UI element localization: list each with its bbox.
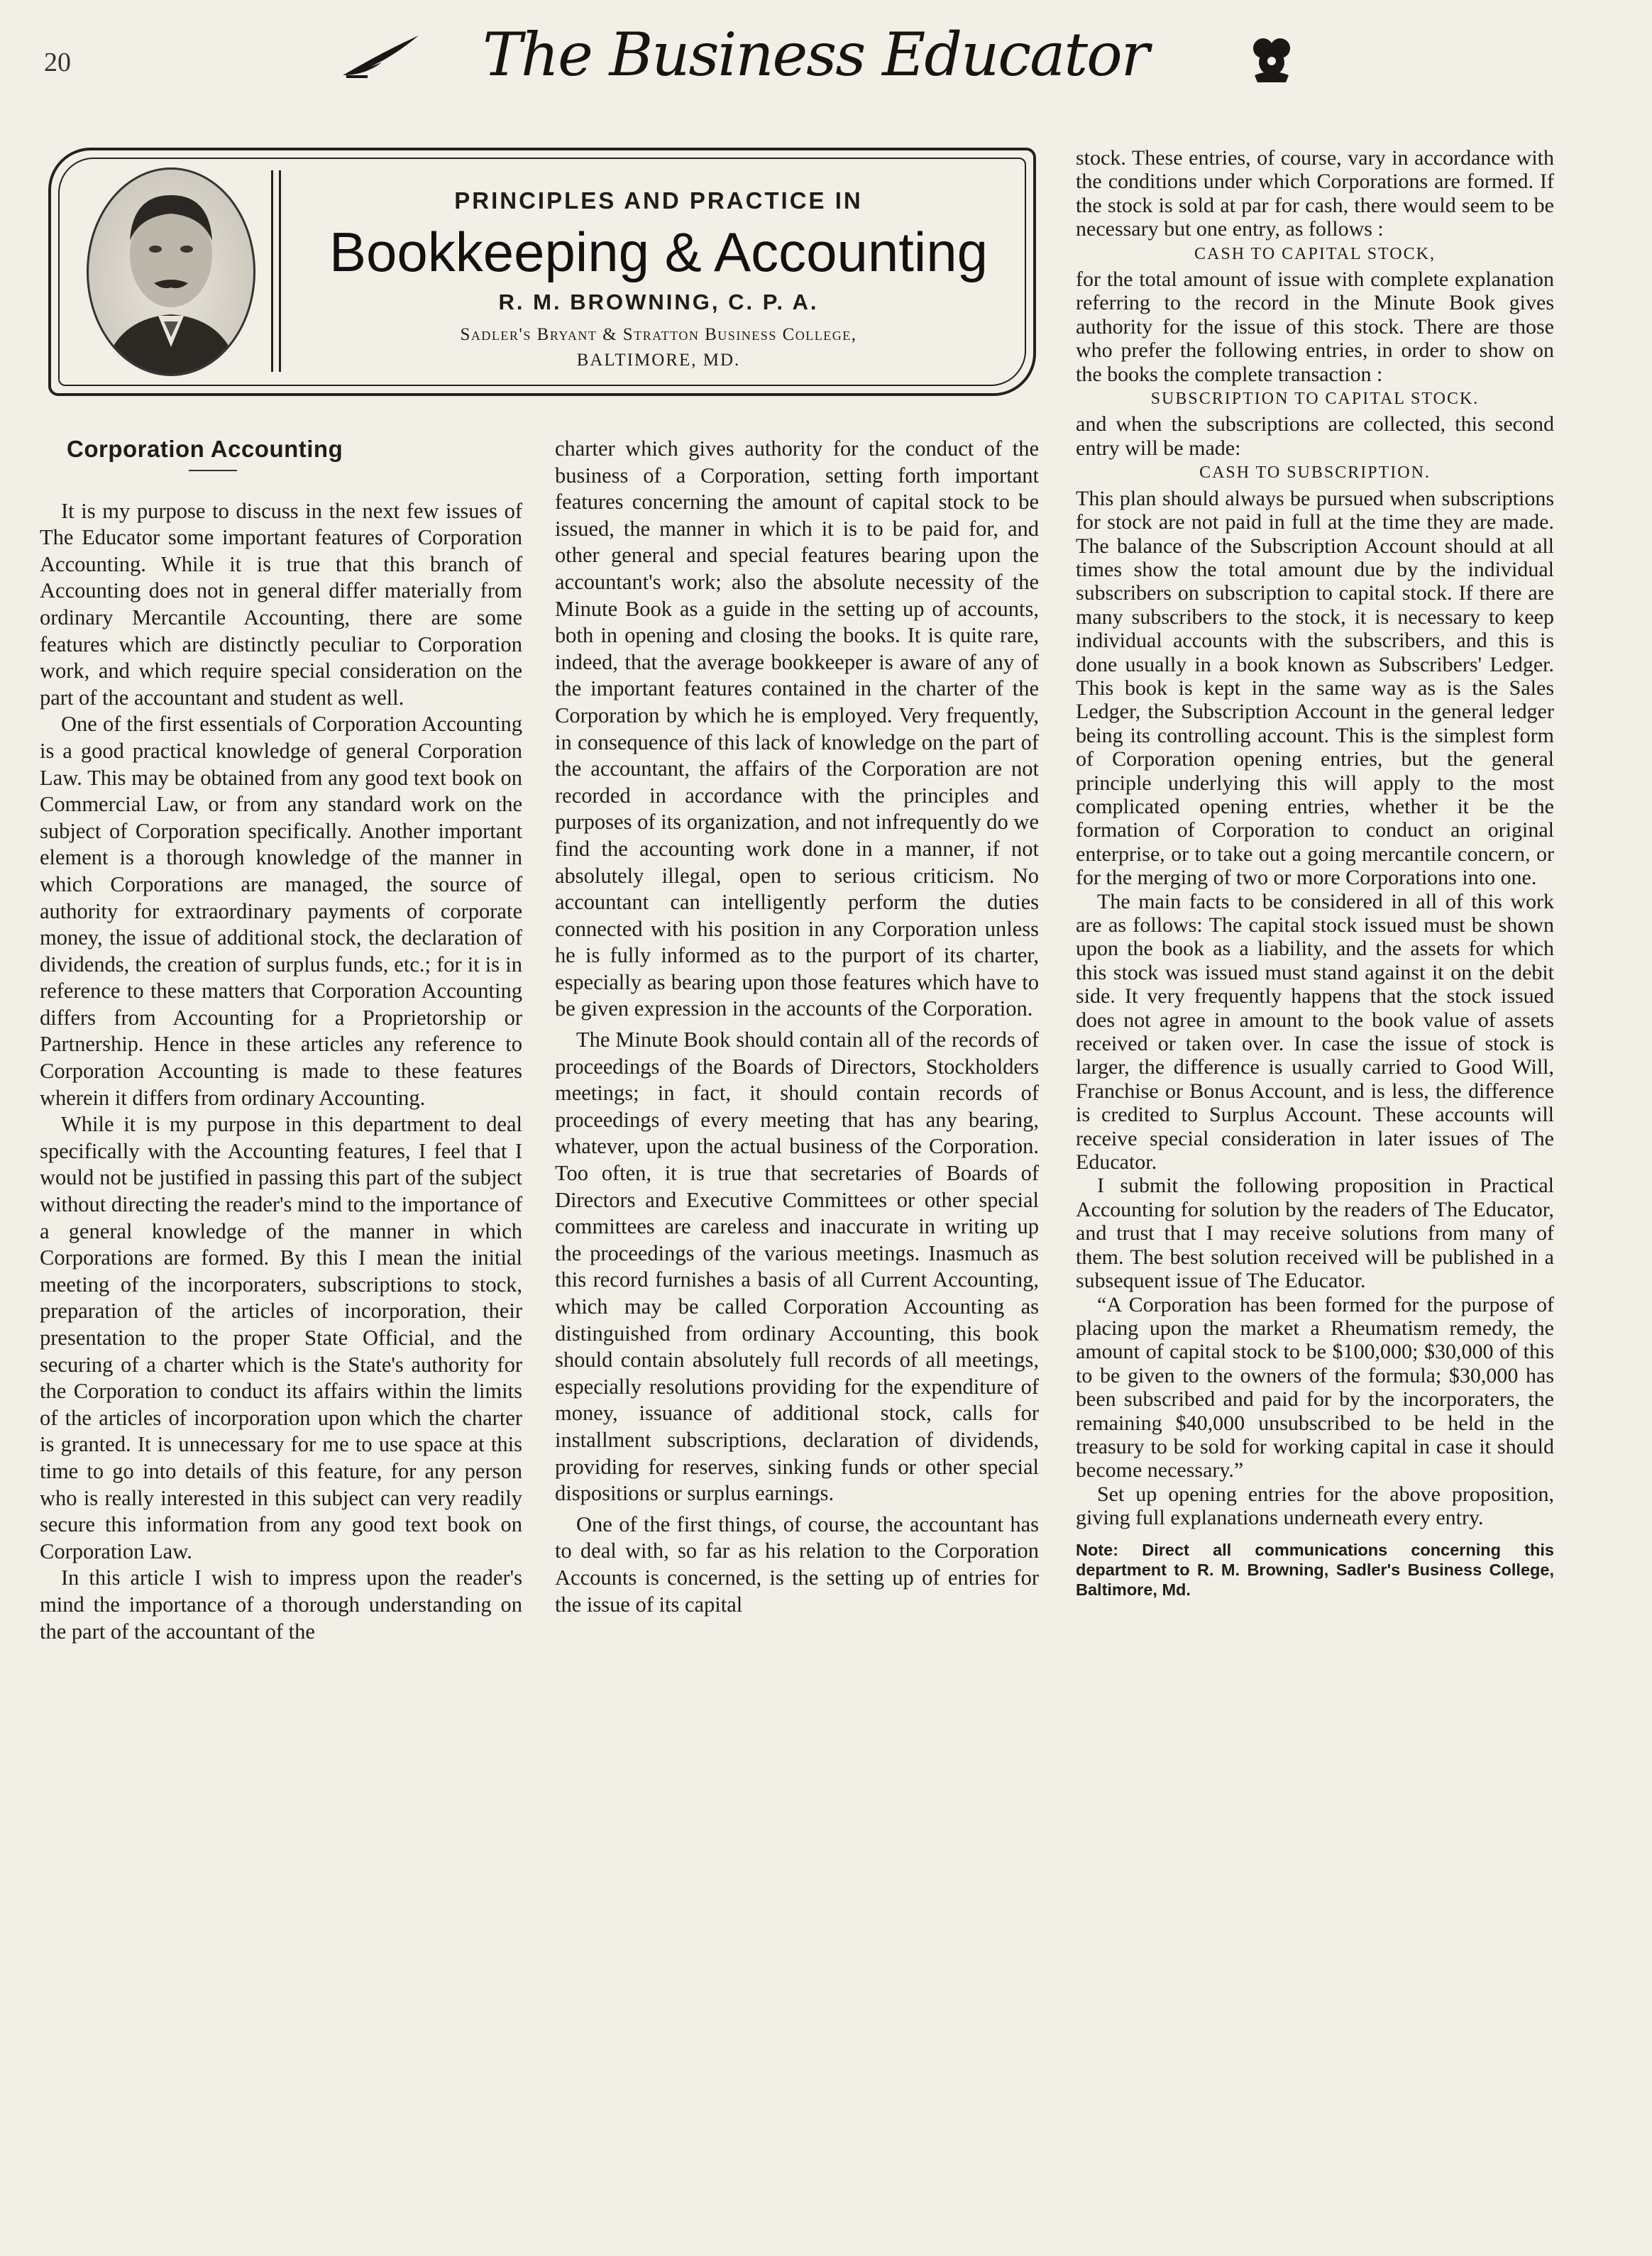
paragraph: One of the first essentials of Corporation Accounting is a good practical knowledge of general Corporation Law. This may be obtained from any good text book on Commercial Law, or from any standard work on the subject of Corporation specifically. Another important element is a thorough knowledge of the manner in which Corporations are managed, the source of authority for extraordinary payments of corporate money, the issue of additional stock, the declaration of dividends, the creation of surplus funds, etc.; for it is in reference to these matters that Corporation Accounting differs from Accounting for a Proprietorship or Partnership. Hence in these articles any reference to Corporation Accounting is made to these features wherein it differs from ordinary Accounting. <box>40 712 522 1110</box>
column-subtitle: PRINCIPLES AND PRACTICE IN <box>454 187 863 214</box>
paragraph: It is my purpose to discuss in the next few issues of The Educator some important features of Corporation Accounting. While it is true that this branch of Accounting does not in general differ materially from ordinary Mercantile Accounting, there are some features which are distinctly peculiar to Corporation work, and which require special consideration on the part of the accountant and student as well. <box>40 498 522 710</box>
page-number: 20 <box>44 48 71 77</box>
article-column-3 <box>1076 146 1554 1600</box>
paragraph: Set up opening entries for the above proposition, giving full explanations underneath every entry. <box>1076 1482 1554 1530</box>
heading-rule <box>189 470 237 471</box>
author-portrait <box>87 167 255 376</box>
paragraph: In this article I wish to impress upon the reader's mind the importance of a thorough understanding on the part of the accountant of the <box>40 1566 522 1644</box>
article-column-1 <box>40 433 522 1645</box>
paragraph: charter which gives authority for the conduct of the business of a Corporation, setting forth important features concerning the amount of capital stock to be issued, the manner in which it is to be paid for, and other general and special features bearing upon the accountant's work; also the absolute necessity of the Minute Book as a guide in the setting up of accounts, both in opening and closing the books. It is quite rare, indeed, that the average bookkeeper is aware of any of the important features contained in the charter of the Corporation by which he is employed. Very frequently, in consequence of this lack of knowledge on the part of the accountant, the affairs of the Corporation are not recorded in accordance with the principles and purposes of its organization, and not infrequently do we find the accounting work done in a manner, if not absolutely illegal, open to serious criticism. No accountant can intelligently perform the duties connected with his position in any Corporation unless he is fully informed as to the purport of its charter, especially as bearing upon those features which have to be given expression in the accounts of the Corporation. <box>555 436 1039 1021</box>
paragraph: The Minute Book should contain all of the records of proceedings of the Boards of Directors, Stockholders meetings; in fact, it should contain records of proceedings of every meeting that has any bearing, whatever, upon the actual business of the Corporation. Too often, it is true that secretaries of Boards of Directors and Executive Committees or other special committees are careless and inaccurate in writing up the proceedings of the various meetings. Inasmuch as this record furnishes a basis of all Current Accounting, which may be called Corporation Accounting as distinguished from ordinary Accounting, this book should contain absolutely full records of all meetings, especially resolutions providing for the expenditure of money, issuance of additional stock, calls for installment subscriptions, declaration of dividends, providing for reserves, sinking funds or other special dispositions or surplus earnings. <box>555 1028 1039 1506</box>
magazine-title: The Business Educator <box>483 20 1148 89</box>
column-header-box <box>48 148 1036 396</box>
quill-pen-icon <box>339 31 424 81</box>
school-city: BALTIMORE, MD. <box>576 351 741 370</box>
paragraph: One of the first things, of course, the accountant has to deal with, so far as his relation to the Corporation Accounts is concerned, is the setting up of entries for the issue of its capital <box>555 1512 1039 1617</box>
column-title: Bookkeeping & Accounting <box>329 221 988 283</box>
paragraph: and when the subscriptions are collected, this second entry will be made: <box>1076 412 1554 460</box>
article-heading: Corporation Accounting <box>67 436 343 462</box>
masthead <box>0 0 1652 106</box>
column-author: R. M. BROWNING, C. P. A. <box>498 290 819 314</box>
paragraph: for the total amount of issue with complete explanation referring to the record in the Minute Book gives authority for the issue of this stock. There are those who prefer the following entries, in order to show on the books the complete transaction : <box>1076 268 1554 386</box>
paragraph: The main facts to be considered in all of this work are as follows: The capital stock issued must be shown upon the book as a liability, and the assets for which this stock was issued must stand against it on the debit side. It very frequently happens that the stock issued does not agree in amount to the book value of assets received or taken over. In case the issue of stock is larger, the difference is usually carried to Good Will, Franchise or Bonus Account, and is less, the difference is credited to Surplus Account. These accounts will receive special consideration in later issues of The Educator. <box>1076 889 1554 1174</box>
school-name: Sadler's Bryant & Stratton Business College, <box>460 325 857 344</box>
editor-note: Note: Direct all communications concerning this department to R. M. Browning, Sadler's Business College, Baltimore, Md. <box>1076 1540 1554 1599</box>
article-column-2 <box>555 436 1039 1618</box>
paragraph: stock. These entries, of course, vary in accordance with the conditions under which Corporations are formed. If the stock is sold at par for cash, there would seem to be necessary but one entry, as follows : <box>1076 146 1554 241</box>
journal-entry: CASH TO CAPITAL STOCK, <box>1194 244 1436 263</box>
paragraph: I submit the following proposition in Practical Accounting for solution by the readers of The Educator, and trust that I may receive solutions from many of them. The best solution received will be published in a subsequent issue of The Educator. <box>1076 1174 1554 1293</box>
paragraph: While it is my purpose in this department to deal specifically with the Accounting features, I feel that I would not be justified in passing this part of the subject without directing the reader's mind to the importance of a general knowledge of the manner in which Corporations are formed. By this I mean the initial meeting of the incorporaters, subscriptions to stock, preparation of the articles of incorporation, their presentation to the proper State Official, and the securing of a charter which is the State's authority for the Corporation to conduct its affairs within the limits of the articles of incorporation upon which the charter is granted. It is unnecessary for me to use space at this time to go into details of this feature, for any person who is really interested in this subject can very readily secure this information from any good text book on Corporation Law. <box>40 1112 522 1563</box>
paragraph: “A Corporation has been formed for the purpose of placing upon the market a Rheumatism remedy, the amount of capital stock to be $100,000; $30,000 of this to be given to the owners of the formula; $30,000 has been subscribed and paid for by the incorporaters, the remaining $40,000 unsubscribed to be held in the treasury to be sold for working capital in case it should become necessary.” <box>1076 1292 1554 1482</box>
journal-entry: CASH TO SUBSCRIPTION. <box>1199 463 1431 483</box>
paragraph: This plan should always be pursued when subscriptions for stock are not paid in full at the time they are made. The balance of the Subscription Account should at all times show the total amount due by the individual subscribers on subscription to capital stock. If there are many subscribers to the stock, it is necessary to keep individual accounts with the subscribers, and this is done usually in a book known as Subscribers' Ledger. This book is kept in the same way as is the Sales Ledger, the Subscription Account in the general ledger being its controlling account. This is the simplest form of Corporation opening entries, but the general principle underlying this will apply to the most complicated opening entries, whether it be the formation of Corporation to conduct an original enterprise, or to take out a going mercantile concern, or for the merging of two or more Corporations into one. <box>1076 486 1554 890</box>
journal-entry: SUBSCRIPTION TO CAPITAL STOCK. <box>1150 390 1480 409</box>
ornament-icon <box>1243 31 1300 88</box>
